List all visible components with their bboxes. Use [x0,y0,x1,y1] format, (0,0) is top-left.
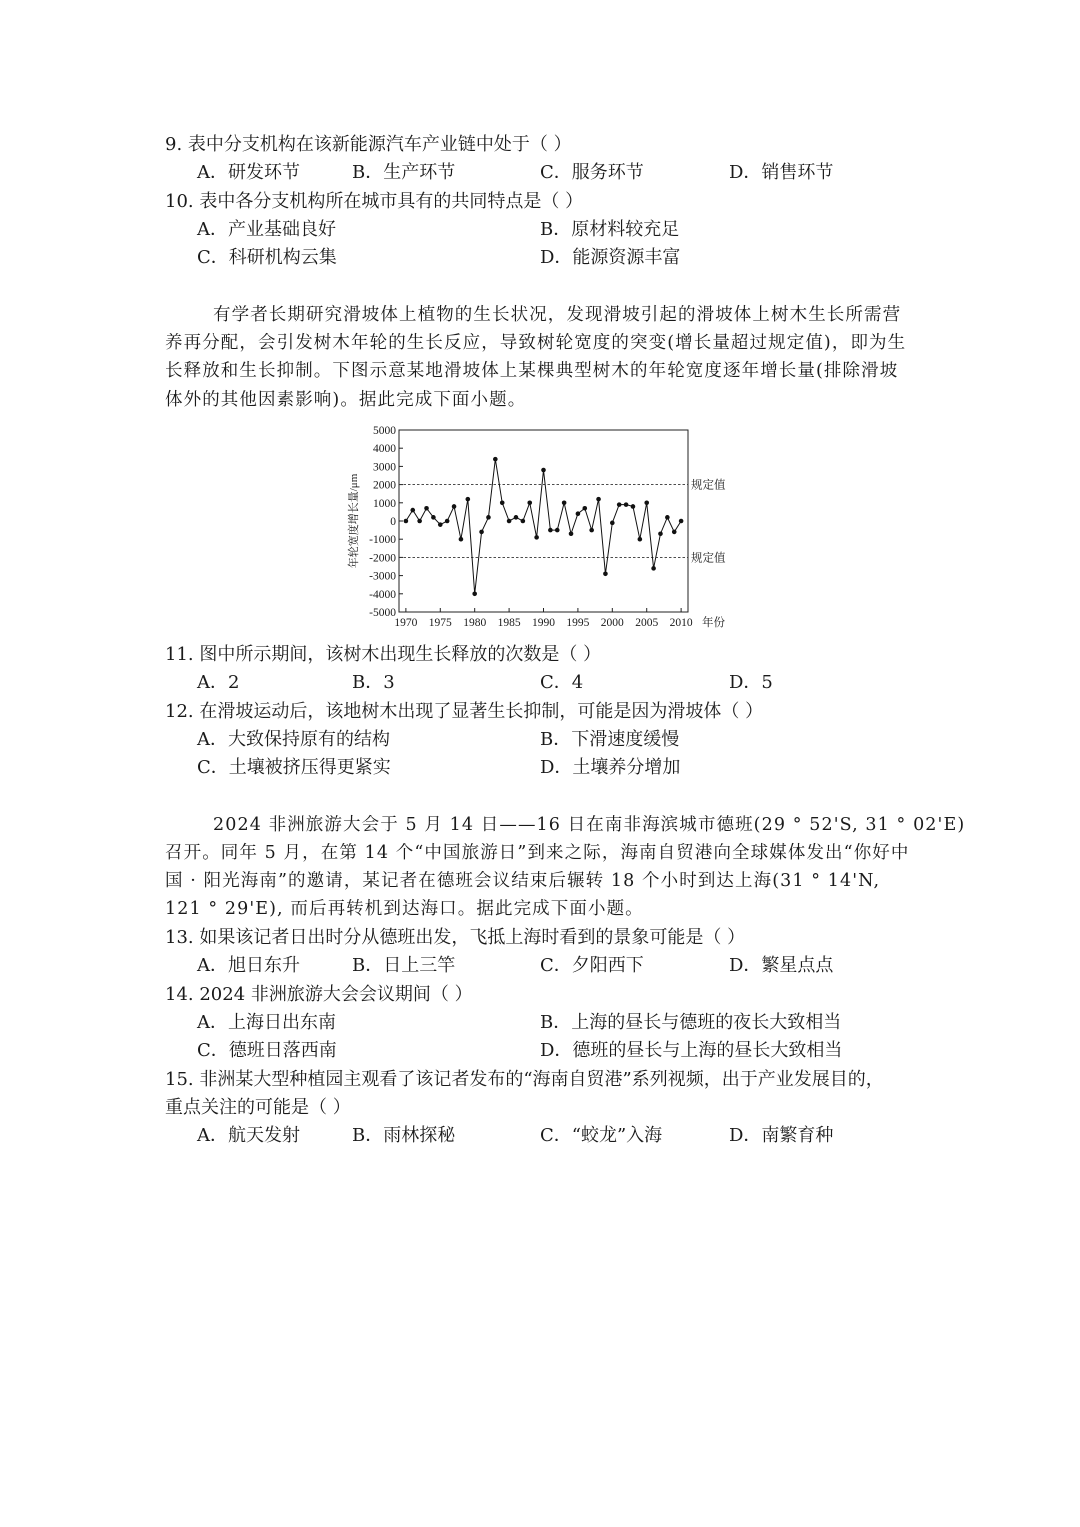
x-tick-label: 2000 [600,617,624,629]
passage-2-line-4: 121 ° 29'E), 而后再转机到达海口。据此完成下面小题。 [165,899,644,919]
question-12-stem: 12. 在滑坡运动后，该地树木出现了显著生长抑制，可能是因为滑坡体（ ） [165,701,764,722]
x-tick-label: 1975 [428,617,452,629]
question-10-option-d: D．能源资源丰富 [540,247,681,268]
data-point [479,530,484,535]
question-11-stem: 11. 图中所示期间，该树木出现生长释放的次数是（ ） [165,644,602,665]
question-11-option-a: A．2 [197,672,240,693]
data-point [562,501,567,506]
y-tick-label: -5000 [369,607,396,619]
data-point [569,531,574,536]
data-point [404,519,409,524]
x-axis-label: 年份 [702,617,725,629]
question-10-option-a: A．产业基础良好 [197,219,336,240]
question-14-option-a: A．上海日出东南 [197,1012,336,1033]
passage-2-line-1: 2024 非洲旅游大会于 5 月 14 日——16 日在南非海滨城市德班(29 ° 52'S, 31 ° 02'E) [213,815,966,835]
reference-line-label: 规定值 [691,479,726,492]
question-13-option-c: C．夕阳西下 [540,955,644,976]
x-tick-label: 2010 [669,617,693,629]
passage-1-line-1: 有学者长期研究滑坡体上植物的生长状况，发现滑坡引起的滑坡体上树木生长所需营 [213,305,902,325]
y-axis-label: 年轮宽度增长量/μm [348,473,360,569]
data-point [417,519,422,524]
question-15-stem-line-2: 重点关注的可能是（ ） [165,1097,351,1118]
passage-2-line-3: 国 · 阳光海南”的邀请，某记者在德班会议结束后辗转 18 个小时到达上海(31 ° 14'N, [165,871,881,891]
question-10-option-c: C．科研机构云集 [197,247,337,268]
passage-1-line-2: 养再分配，会引发树木年轮的生长反应，导致树轮宽度的突变(增长量超过规定值)，即为生 [165,333,907,353]
data-point [665,515,670,520]
x-tick-label: 1990 [532,617,555,629]
data-point [486,515,491,520]
question-14-option-d: D．德班的昼长与上海的昼长大致相当 [540,1040,843,1061]
y-tick-label: -3000 [369,570,396,583]
data-point [500,501,505,506]
data-point [658,531,663,536]
data-point [638,537,643,542]
plot-frame [399,430,688,612]
y-tick-label: -1000 [369,534,396,547]
data-point [493,457,498,462]
x-tick-label: 2005 [635,617,659,629]
question-11-option-c: C．4 [540,672,584,693]
question-12-option-d: D．土壤养分增加 [540,757,681,778]
data-point [534,535,539,540]
data-point [617,502,622,507]
passage-1-line-4: 体外的其他因素影响)。据此完成下面小题。 [165,390,527,410]
question-15-option-c: C．“蛟龙”入海 [540,1125,663,1146]
question-15-option-d: D．南繁育种 [729,1125,834,1146]
reference-line-label: 规定值 [691,552,726,565]
y-tick-label: 1000 [373,497,396,510]
data-point [576,511,581,516]
question-9-option-a: A．研发环节 [197,162,300,183]
data-point [466,497,471,502]
data-point [521,519,526,524]
question-12-option-c: C．土壤被挤压得更紧实 [197,757,391,778]
data-point [507,519,512,524]
data-point [472,592,477,597]
data-point [459,537,464,542]
data-point [548,528,553,533]
data-point [424,506,429,511]
data-point [438,522,443,527]
y-tick-label: -4000 [369,588,396,601]
series-line [406,459,681,594]
x-tick-label: 1980 [463,617,487,629]
question-10-option-b: B．原材料较充足 [540,219,680,240]
data-point [589,528,594,533]
question-13-option-b: B．日上三竿 [352,955,456,976]
data-point [582,506,587,511]
data-point [410,508,415,513]
data-point [596,497,601,502]
x-tick-label: 1970 [394,617,418,629]
question-10-stem: 10. 表中各分支机构所在城市具有的共同特点是（ ） [165,191,584,212]
data-point [541,468,546,473]
passage-1-line-3: 长释放和生长抑制。下图示意某地滑坡体上某棵典型树木的年轮宽度逐年增长量(排除滑坡 [165,361,899,381]
data-point [644,501,649,506]
question-15-stem-line-1: 15. 非洲某大型种植园主观看了该记者发布的“海南自贸港”系列视频，出于产业发展目的， [165,1069,884,1090]
question-14-stem: 14. 2024 非洲旅游大会会议期间（ ） [165,984,473,1005]
question-12-option-a: A．大致保持原有的结构 [197,729,390,750]
data-point [445,519,450,524]
data-point [555,528,560,533]
question-13-option-a: A．旭日东升 [197,955,300,976]
question-9-stem: 9. 表中分支机构在该新能源汽车产业链中处于（ ） [165,134,572,155]
question-14-option-b: B．上海的昼长与德班的夜长大致相当 [540,1012,842,1033]
data-point [631,504,636,509]
passage-2-line-2: 召开。同年 5 月，在第 14 个“中国旅游日”到来之际，海南自贸港向全球媒体发出“你好中 [165,843,910,863]
question-11-option-d: D．5 [729,672,773,693]
question-15-option-a: A．航天发射 [197,1125,300,1146]
question-11-option-b: B．3 [352,672,395,693]
data-point [431,515,436,520]
y-tick-label: 3000 [373,461,396,474]
x-tick-label: 1985 [497,617,521,629]
data-point [452,504,457,509]
y-tick-label: 5000 [373,425,396,437]
y-tick-label: -2000 [369,552,396,565]
y-tick-label: 2000 [373,479,396,492]
question-13-option-d: D．繁星点点 [729,955,834,976]
y-tick-label: 4000 [373,443,396,456]
question-9-option-d: D．销售环节 [729,162,834,183]
question-12-option-b: B．下滑速度缓慢 [540,729,680,750]
data-point [527,501,532,506]
y-tick-label: 0 [390,516,396,528]
data-point [514,515,519,520]
question-14-option-c: C．德班日落西南 [197,1040,337,1061]
data-point [672,530,677,535]
question-9-option-c: C．服务环节 [540,162,644,183]
question-15-option-b: B．雨林探秘 [352,1125,456,1146]
data-point [651,566,656,571]
data-point [603,571,608,576]
data-point [624,502,629,507]
question-13-stem: 13. 如果该记者日出时分从德班出发，飞抵上海时看到的景象可能是（ ） [165,927,746,948]
tree-ring-growth-chart [340,422,740,634]
data-point [610,521,615,526]
x-tick-label: 1995 [566,617,590,629]
question-9-option-b: B．生产环节 [352,162,456,183]
data-point [679,519,684,524]
